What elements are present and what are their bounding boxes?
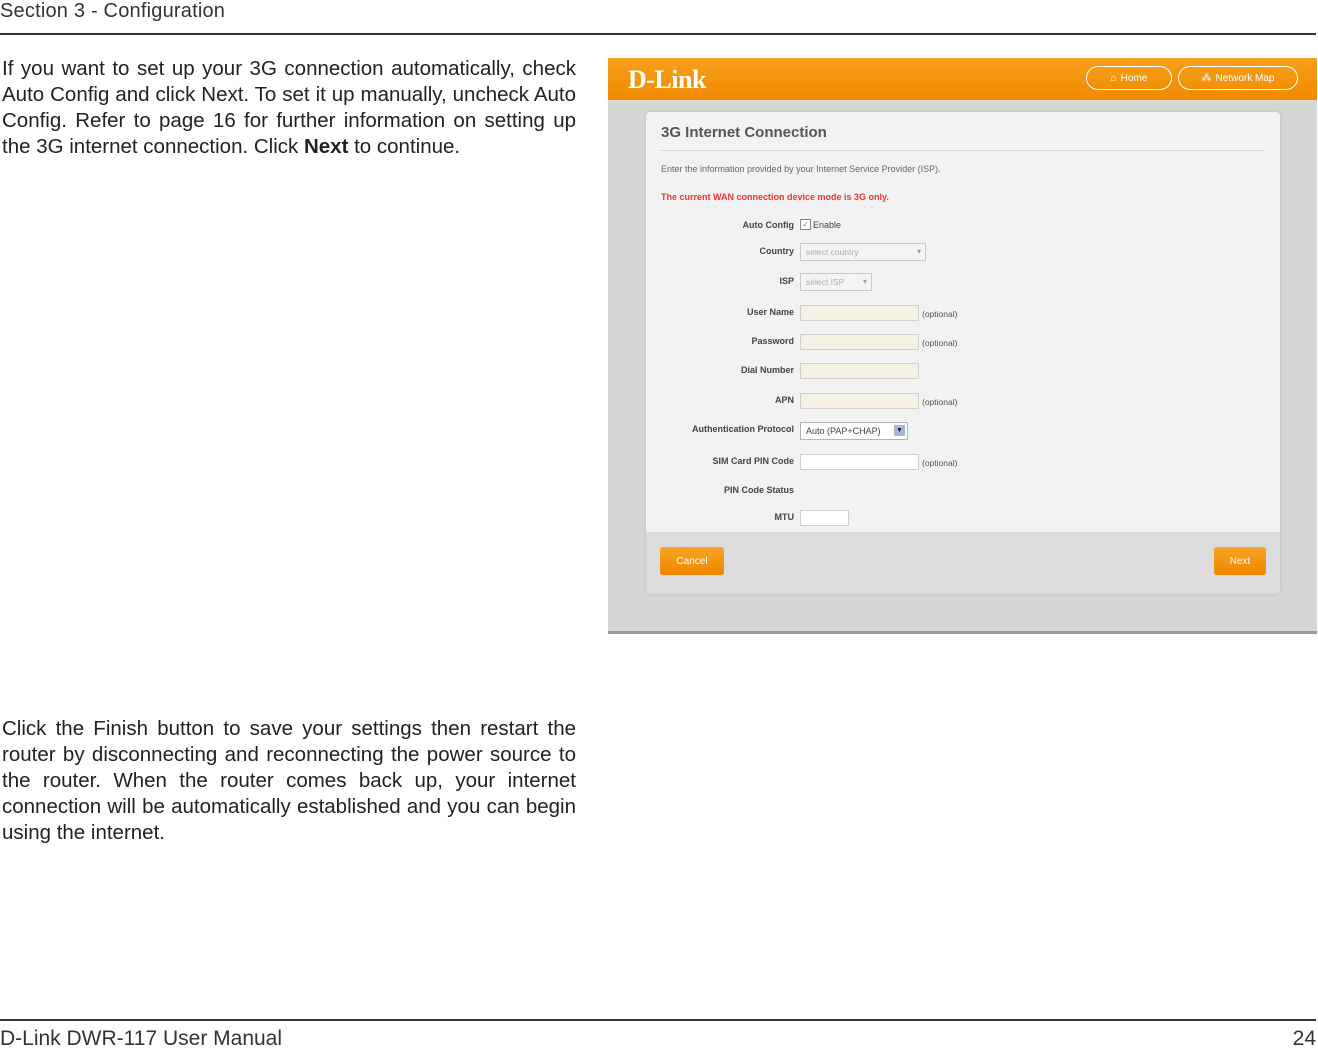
checkmark-icon: ✓ [800,219,811,230]
cancel-button[interactable]: Cancel [660,547,724,575]
user-name-input[interactable] [800,305,919,321]
panel-divider [661,150,1265,151]
dlink-logo: D-Link [628,65,706,94]
page-number: 24 [1292,1027,1316,1050]
isp-select-value: select ISP [806,277,845,287]
country-select[interactable] [800,243,926,261]
instruction-paragraph-2: Click the Finish button to save your settings then restart the router by disconnecting and reconnecting the power source to the router. When the router comes back up, your internet connection will be automatically established and you can begin using the internet. [2,717,576,844]
chevron-down-icon: ▾ [916,247,921,256]
para1-next-bold: Next [303,135,349,158]
user-name-optional: (optional) [922,309,958,319]
auth-protocol-select[interactable] [800,422,908,440]
connection-panel [646,112,1280,594]
user-name-label: User Name [746,307,794,317]
password-input[interactable] [800,334,919,350]
sim-pin-label: SIM Card PIN Code [712,456,794,466]
home-nav-label: Home [1120,72,1148,84]
home-nav-button[interactable] [1086,66,1172,90]
apn-label: APN [774,395,794,405]
country-label: Country [759,246,794,256]
sim-pin-input[interactable] [800,454,919,470]
instruction-paragraph-1 [2,56,576,160]
panel-title: 3G Internet Connection [661,124,827,141]
chevron-down-icon: ▼ [894,425,905,436]
footer-divider [0,1019,1316,1021]
network-map-nav-label: Network Map [1215,72,1275,84]
country-select-value: select country [806,247,859,257]
intro-text: Enter the information provided by your Internet Service Provider (ISP). [661,164,941,174]
router-ui-screenshot [608,58,1317,634]
isp-select[interactable] [800,273,872,291]
page-header-title: Section 3 - Configuration [0,0,226,22]
auth-protocol-value: Auto (PAP+CHAP) [806,426,881,436]
password-label: Password [751,336,794,346]
auth-protocol-label: Authentication Protocol [692,424,794,434]
wan-mode-warning: The current WAN connection device mode is 3G only. [661,192,889,202]
panel-button-bar [646,532,1280,594]
footer-manual-title: D-Link DWR-117 User Manual [0,1027,283,1050]
enable-label: Enable [813,219,842,230]
pin-status-label: PIN Code Status [723,485,794,495]
home-icon: ⌂ [1110,72,1117,84]
apn-input[interactable] [800,393,919,409]
para1-text-end: to continue. [348,135,461,158]
auto-config-checkbox[interactable] [800,219,841,230]
next-button[interactable]: Next [1214,547,1266,575]
dial-number-label: Dial Number [740,365,794,375]
dial-number-input[interactable] [800,363,919,379]
chevron-down-icon: ▾ [862,277,867,286]
isp-label: ISP [779,276,794,286]
header-divider [0,33,1316,35]
password-optional: (optional) [922,338,958,348]
apn-optional: (optional) [922,397,958,407]
sim-pin-optional: (optional) [922,458,958,468]
network-map-nav-button[interactable] [1178,66,1298,90]
router-topbar [608,58,1317,100]
network-map-icon: ⁂ [1201,72,1212,84]
auto-config-label: Auto Config [742,220,794,230]
mtu-label: MTU [774,512,794,522]
mtu-input[interactable] [800,510,849,526]
para1-text-start: If you want to set up your 3G connection automatically, check Auto Config and click Next. To set it up manually, uncheck Auto Config. Refer to page 16 for further information on setting up the 3G internet connection. Click [2,57,576,158]
